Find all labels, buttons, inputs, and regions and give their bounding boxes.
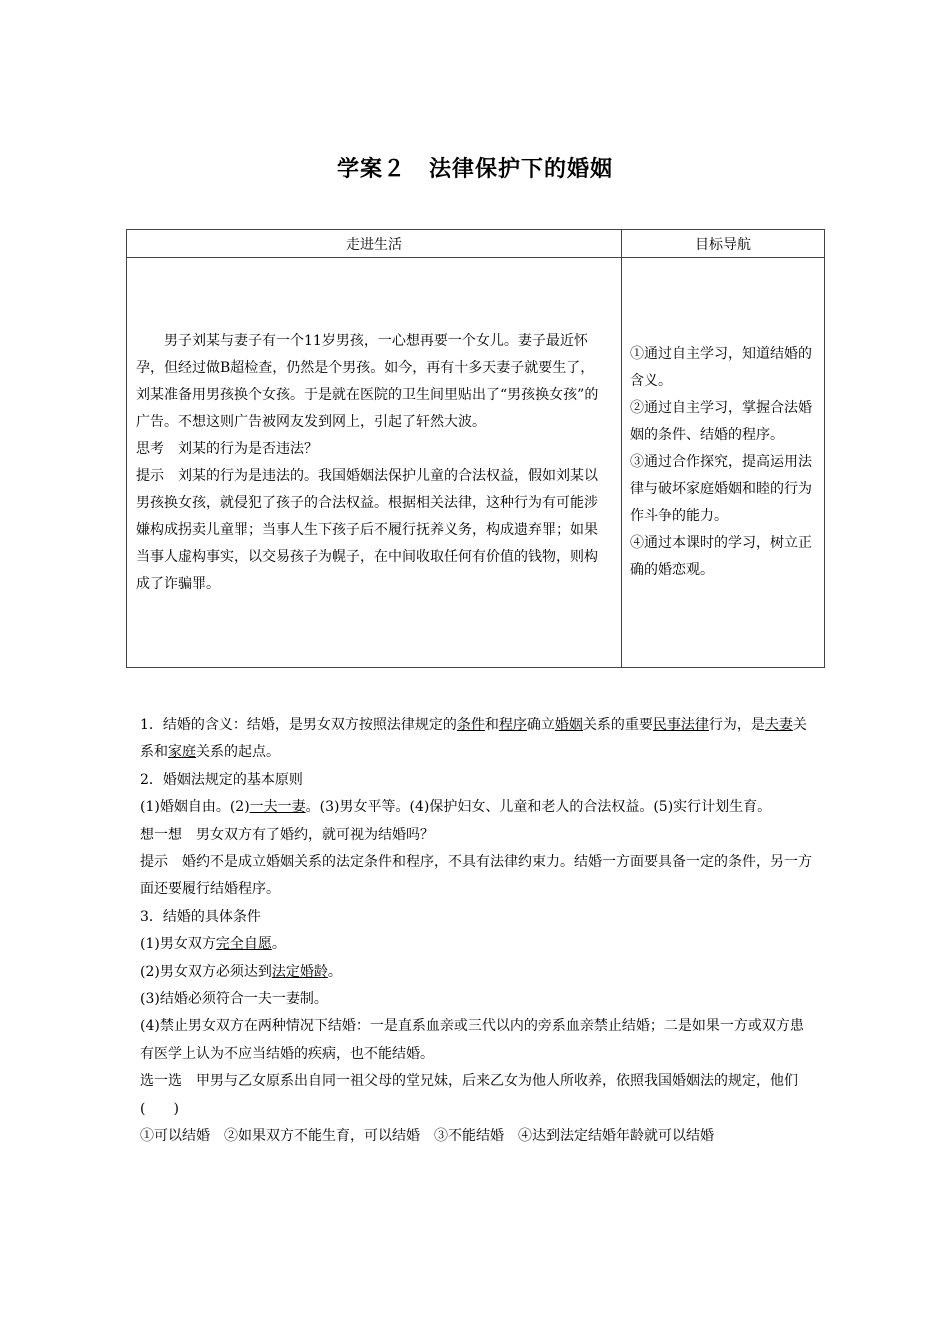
text-run: 和: [484, 717, 499, 733]
header-life: 走进生活: [127, 230, 622, 258]
think-question: 想一想 男女双方有了婚约，就可视为结婚吗？: [140, 826, 434, 843]
condition-item: [140, 959, 813, 986]
choose-question: 选一选 甲男与乙女原系出自同一祖父母的堂兄妹，后来乙女为他人所收养，依照我国婚姻法的规定，他们( ): [140, 1073, 798, 1117]
condition-item: (4)禁止男女双方在两种情况下结婚：一是直系血亲或三代以内的旁系血亲禁止结婚；二是如果一方或双方患有医学上认为不应当结婚的疾病，也不能结婚。: [140, 1018, 804, 1062]
answer-blank: 条件: [456, 717, 485, 733]
page-title: 学案２ 法律保护下的婚姻: [336, 157, 613, 182]
text-run: 。(3)男女平等。(4)保护妇女、儿童和老人的合法权益。(5)实行计划生育。: [305, 799, 772, 816]
text-run: (1)婚姻自由。(2): [140, 799, 250, 816]
think-hint: 提示 婚约不是成立婚姻关系的法定条件和程序，不具有法律约束力。结婚一方面要具备一定的条件，另一方面还要履行结婚程序。: [140, 854, 812, 898]
principles-list: [140, 794, 813, 821]
principles-heading: 2．婚姻法规定的基本原则: [140, 771, 303, 788]
answer-blank: 婚姻: [554, 717, 583, 733]
definition-paragraph: [140, 712, 813, 767]
conditions-heading: 3．结婚的具体条件: [140, 908, 261, 925]
goals-cell: [622, 258, 825, 668]
answer-blank: 程序: [498, 717, 527, 733]
goal-item: ②通过自主学习，掌握合法婚姻的条件、结婚的程序。: [630, 400, 812, 443]
text-run: 行为，是: [708, 717, 765, 733]
intro-table: [126, 229, 825, 668]
text-run: 关系的重要: [582, 717, 653, 733]
answer-blank: 家庭: [168, 744, 196, 761]
text-run: (2)男女双方必须达到: [140, 963, 272, 980]
life-cell: [127, 258, 622, 668]
goal-item: ①通过自主学习，知道结婚的含义。: [630, 346, 812, 389]
text-run: 。: [271, 936, 286, 953]
text-run: 1．结婚的含义：结婚，是男女双方按照法律规定的: [140, 717, 457, 733]
text-run: 。: [327, 963, 342, 980]
text-run: 关系和: [140, 717, 807, 761]
think-text: 思考 刘某的行为是否违法？: [136, 440, 318, 457]
answer-blank: 民事法律: [652, 717, 709, 733]
hint-text: 提示 刘某的行为是违法的。我国婚姻法保护儿童的合法权益，假如刘某以男孩换女孩，就侵犯了孩子的合法权益。根据相关法律，这种行为有可能涉嫌构成拐卖儿童罪；当事人生下孩子后不履行抚养义务，构成遗弃罪；如果当事人虚构事实，以交易孩子为幌子，在中间收取任何有价值的钱物，则构成了诈骗罪。: [136, 467, 598, 592]
condition-item: [140, 931, 813, 958]
story-text: 男子刘某与妻子有一个11岁男孩，一心想再要一个女儿。妻子最近怀孕，但经过做B超检查，仍然是个男孩。如今，再有十多天妻子就要生了，刘某准备用男孩换个女孩。于是就在医院的卫生间里贴出了“男孩换女孩”的广告。不想这则广告被网友发到网上，引起了轩然大波。: [136, 332, 599, 430]
answer-blank: 完全自愿: [215, 936, 272, 953]
choose-options: ①可以结婚 ②如果双方不能生育，可以结婚 ③不能结婚 ④达到法定结婚年龄就可以结婚: [140, 1128, 714, 1145]
condition-item: (3)结婚必须符合一夫一妻制。: [140, 991, 328, 1008]
text-run: (1)男女双方: [140, 936, 216, 953]
content-section: [140, 712, 813, 1151]
answer-blank: 法定婚龄: [271, 963, 328, 980]
text-run: 关系的起点。: [196, 744, 280, 761]
goal-item: ③通过合作探究，提高运用法律与破坏家庭婚姻和睦的行为作斗争的能力。: [630, 454, 812, 524]
answer-blank: 夫妻: [764, 717, 793, 733]
text-run: 确立: [526, 717, 555, 733]
header-goals: 目标导航: [622, 230, 825, 258]
answer-blank: 一夫一妻: [249, 799, 306, 816]
goal-item: ④通过本课时的学习，树立正确的婚恋观。: [630, 535, 812, 578]
